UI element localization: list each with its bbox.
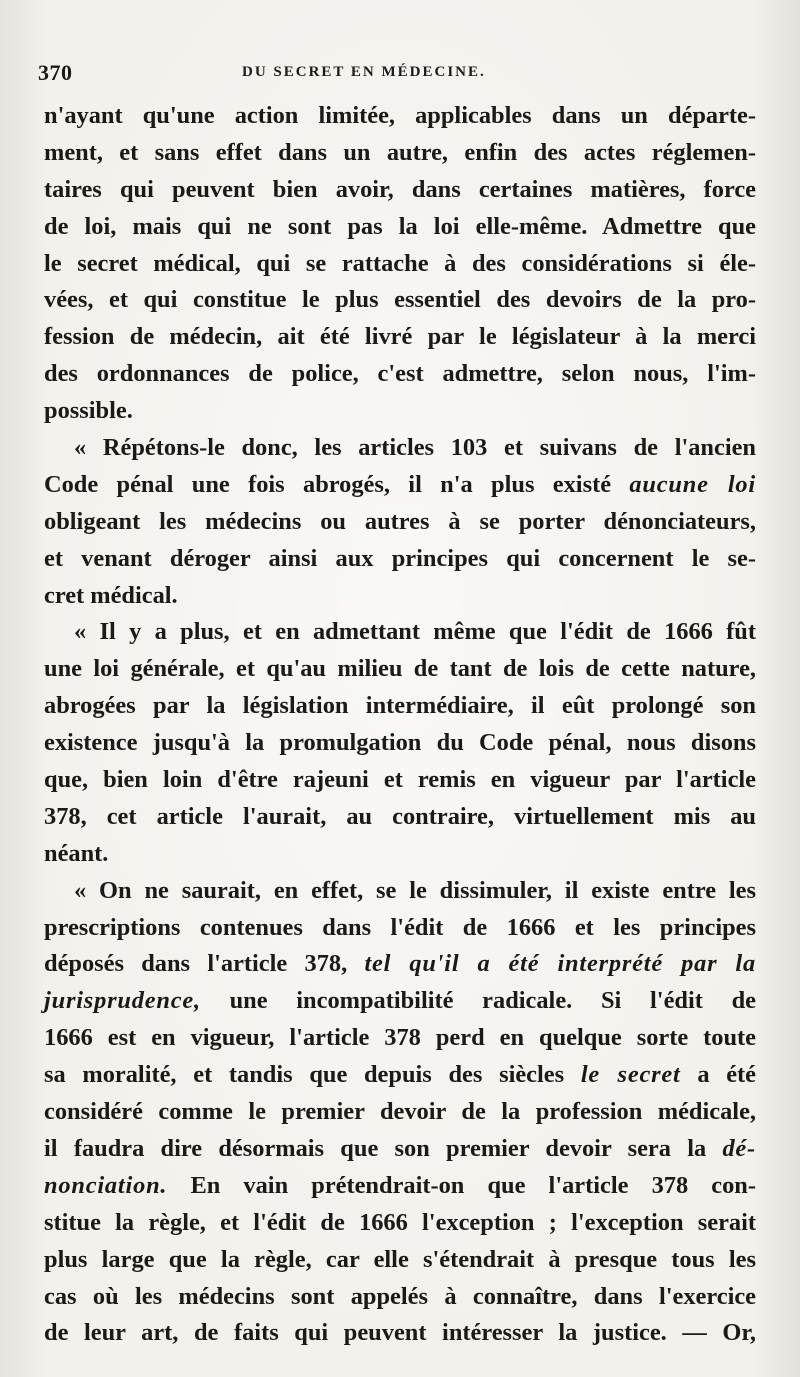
text-line <box>44 983 756 1020</box>
text-line: n'ayant qu'une action limitée, applicables dans un départe- <box>44 102 756 129</box>
italic-emphasis: aucune loi <box>629 470 756 498</box>
text-line <box>44 467 756 504</box>
text-segment: Code pénal une fois abrogés, il n'a plus existé <box>44 470 612 498</box>
text-line: « Répétons-le donc, les articles 103 et suivans de l'ancien <box>74 434 756 462</box>
text-line: une loi générale, et qu'au milieu de tant de lois de cette nature, <box>44 655 756 683</box>
text-segment: une incompatibilité radicale. Si l'édit de <box>229 987 756 1015</box>
text-line <box>44 1057 756 1094</box>
text-line: stitue la règle, et l'édit de 1666 l'exception ; l'exception serait <box>44 1208 756 1236</box>
text-line: prescriptions contenues dans l'édit de 1666 et les principes <box>44 913 756 941</box>
text-line: de leur art, de faits qui peuvent intéresser la justice. — Or, <box>44 1319 756 1347</box>
text-line: que, bien loin d'être rajeuni et remis en vigueur par l'article <box>44 766 756 794</box>
text-line: le secret médical, qui se rattache à des considérations si éle- <box>44 249 756 277</box>
text-line: plus large que la règle, car elle s'étendrait à presque tous les <box>44 1245 756 1273</box>
text-line: des ordonnances de police, c'est admettre, selon nous, l'im- <box>44 360 756 388</box>
text-line: ment, et sans effet dans un autre, enfin des actes réglemen- <box>44 138 756 166</box>
text-line: taires qui peuvent bien avoir, dans certaines matières, force <box>44 175 756 203</box>
text-line: et venant déroger ainsi aux principes qui concernent le se- <box>44 544 756 572</box>
italic-emphasis: dé- <box>722 1134 756 1162</box>
text-line: abrogées par la législation intermédiaire, il eût prolongé son <box>44 692 756 720</box>
text-line <box>44 1168 756 1205</box>
text-line: cas où les médecins sont appelés à connaître, dans l'exercice <box>44 1282 756 1310</box>
text-line: 1666 est en vigueur, l'article 378 perd en quelque sorte toute <box>44 1024 756 1052</box>
body-text <box>44 98 756 1352</box>
text-line: fession de médecin, ait été livré par le législateur à la merci <box>44 323 756 351</box>
text-line: obligeant les médecins ou autres à se porter dénonciateurs, <box>44 507 756 535</box>
text-line: « On ne saurait, en effet, se le dissimuler, il existe entre les <box>74 876 756 904</box>
text-line: 378, cet article l'aurait, au contraire, virtuellement mis au <box>44 802 756 830</box>
text-line <box>44 946 756 983</box>
text-line: possible. <box>44 397 133 425</box>
text-line: considéré comme le premier devoir de la profession médicale, <box>44 1098 756 1126</box>
italic-emphasis: tel qu'il a été interprété par la <box>364 950 757 978</box>
text-line: néant. <box>44 839 109 867</box>
text-line: « Il y a plus, et en admettant même que l'édit de 1666 fût <box>74 618 756 646</box>
text-segment: En vain prétendrait-on que l'article 378 con- <box>190 1171 756 1199</box>
text-segment: déposés dans l'article 378, <box>44 950 348 978</box>
text-segment: sa moralité, et tandis que depuis des siècles <box>44 1061 565 1089</box>
text-segment: il faudra dire désormais que son premier devoir sera la <box>44 1134 707 1162</box>
text-line: de loi, mais qui ne sont pas la loi elle-même. Admettre que <box>44 212 756 240</box>
page-header <box>38 60 760 90</box>
text-line: cret médical. <box>44 581 178 609</box>
text-line: vées, et qui constitue le plus essentiel des devoirs de la pro- <box>44 286 756 314</box>
italic-emphasis: le secret <box>580 1061 681 1089</box>
text-line <box>44 1131 756 1168</box>
page-number: 370 <box>38 60 73 85</box>
text-line: existence jusqu'à la promulgation du Code pénal, nous disons <box>44 729 756 757</box>
text-segment: a été <box>697 1061 756 1089</box>
italic-emphasis: jurisprudence, <box>44 987 201 1015</box>
running-head: DU SECRET EN MÉDECINE. <box>242 64 486 80</box>
italic-emphasis: nonciation. <box>44 1171 168 1199</box>
